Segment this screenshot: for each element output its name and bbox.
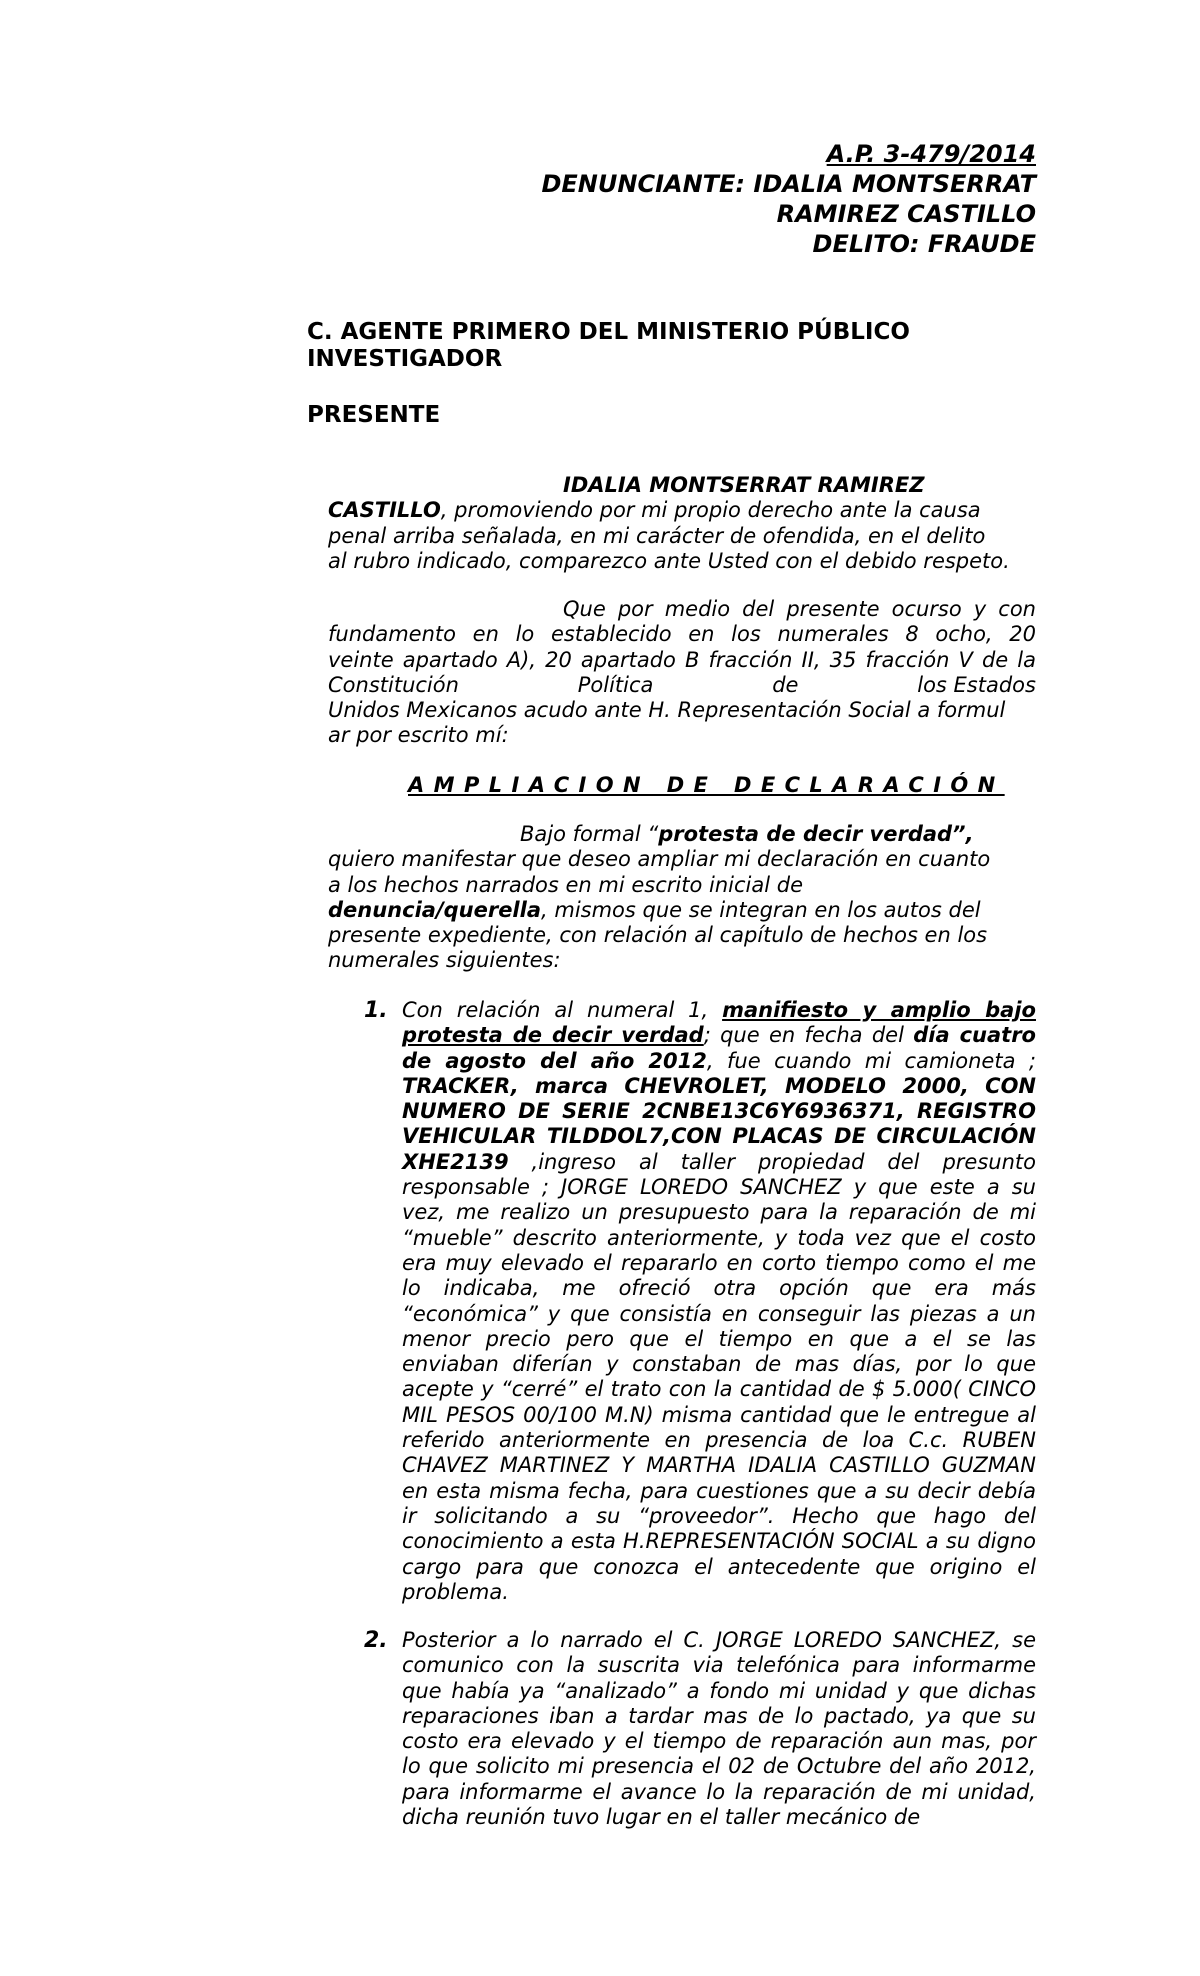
list-item: [366, 1628, 1036, 1830]
legal-basis-line-5: Unidos Mexicanos acudo ante H. Representación Social a formul: [328, 698, 1006, 723]
decl-text-a: Bajo formal “: [520, 822, 659, 846]
intro-text-a: , promoviendo por mi propio derecho ante la causa: [440, 498, 981, 523]
item-number: 2.: [364, 1628, 388, 1653]
item-text: Posterior a lo narrado el C. JORGE LOREDO SANCHEZ, se comunico con la suscrita via telefónica para informarme que había ya “analizado” a fondo mi unidad y que dichas reparaciones iban a tardar mas de lo pactado, ya que su costo era elevado y el tiempo de reparación aun mas, por lo que solicito mi presencia el 02 de Octubre del año 2012, para informarme el avance lo la reparación de mi unidad, dicha reunión tuvo lugar en el taller mecánico de: [402, 1628, 1036, 1830]
item-text-run: , fue cuando mi camioneta ;: [706, 1048, 1037, 1073]
complainant-name-a: IDALIA MONTSERRAT RAMIREZ: [563, 473, 925, 497]
item-number: 1.: [364, 998, 388, 1023]
case-number: A.P. 3-479/2014: [826, 140, 1036, 168]
decl-text-g: presente expediente, con relación al capítulo de hechos en los: [328, 923, 988, 948]
intro-text-c: al rubro indicado, comparezco ante Usted con el debido respeto.: [328, 548, 1010, 573]
item-text-run: Con relación al numeral 1,: [402, 998, 723, 1022]
decl-text-f: , mismos que se integran en los autos del: [541, 897, 981, 922]
addressee-line-1: C. AGENTE PRIMERO DEL MINISTERIO PÚBLICO: [307, 319, 910, 345]
legal-basis-line-3: veinte apartado A), 20 apartado B fracción II, 35 fracción V de la: [328, 647, 1036, 672]
decl-text-c: quiero manifestar que deseo ampliar mi declaración en cuanto: [328, 847, 991, 872]
decl-protesta: protesta de decir verdad”,: [658, 822, 974, 846]
intro-text-b: penal arriba señalada, en mi carácter de ofendida, en el delito: [328, 523, 986, 548]
word-de: de: [772, 672, 799, 697]
presente-heading: PRESENTE: [307, 402, 441, 428]
legal-basis-paragraph: [328, 597, 1036, 749]
item-text-run: ; que en fecha del: [703, 1023, 914, 1048]
word-constitucion: Constitución: [328, 672, 459, 697]
legal-basis-line-1: Que por medio del presente ocurso y con: [563, 597, 1036, 621]
section-title: AMPLIACION DE DECLARACIÓN: [408, 773, 1005, 797]
item-text: [402, 998, 1036, 1605]
legal-basis-line-6: ar por escrito mí:: [328, 723, 509, 748]
complainant-name-b: CASTILLO: [328, 498, 441, 523]
item-date: día cuatro de agosto del año 2012: [402, 1023, 1036, 1073]
decl-text-h: numerales siguientes:: [328, 948, 561, 973]
intro-paragraph: [328, 473, 1036, 574]
word-los-estados: los Estados: [917, 672, 1036, 697]
list-item: [366, 998, 1036, 1605]
complainant-line-2: RAMIREZ CASTILLO: [776, 200, 1036, 228]
addressee-line-2: INVESTIGADOR: [307, 346, 503, 372]
legal-basis-line-4: [328, 673, 1036, 698]
offense-line: DELITO: FRAUDE: [812, 230, 1036, 258]
declaration-paragraph: [328, 822, 1036, 974]
legal-basis-line-2: fundamento en lo establecido en los numerales 8 ocho, 20: [328, 622, 1036, 647]
complainant-line-1: DENUNCIANTE: IDALIA MONTSERRAT: [541, 170, 1036, 198]
item-highlight: manifiesto y amplio bajo protesta de decir verdad: [402, 998, 1036, 1048]
decl-text-d: a los hechos narrados en mi escrito inicial de: [328, 872, 803, 897]
word-politica: Política: [577, 672, 654, 697]
item-vehicle: TRACKER, marca CHEVROLET, MODELO 2000, CON NUMERO DE SERIE 2CNBE13C6Y6936371, REGISTRO VEHICULAR TILDDOL7,CON PLACAS DE CIRCULACIÓN XHE2139: [402, 1073, 1036, 1174]
item-text-run: ,ingreso al taller propiedad del presunto responsable ; JORGE LOREDO SANCHEZ y que este a su vez, me realizo un presupuesto para la reparación de mi “mueble” descrito anteriormente, y toda vez que el costo era muy elevado el repararlo en corto tiempo como el me lo indicaba, me ofreció otra opción que era más “económica” y que consistía en conseguir las piezas a un menor precio pero que el tiempo en que a el se las enviaban diferían y constaban de mas días, por lo que acepte y “cerré” el trato con la cantidad de $ 5.000( CINCO MIL PESOS 00/100 M.N) misma cantidad que le entregue al referido anteriormente en presencia de loa C.c. RUBEN CHAVEZ MARTINEZ Y MARTHA IDALIA CASTILLO GUZMAN en esta misma fecha, para cuestiones que a su decir debía ir solicitando a su “proveedor”. Hecho que hago del conocimiento a esta H.REPRESENTACIÓN SOCIAL a su digno cargo para que conozca el antecedente que origino el problema.: [402, 1149, 1036, 1604]
decl-denuncia: denuncia/querella: [328, 897, 542, 922]
